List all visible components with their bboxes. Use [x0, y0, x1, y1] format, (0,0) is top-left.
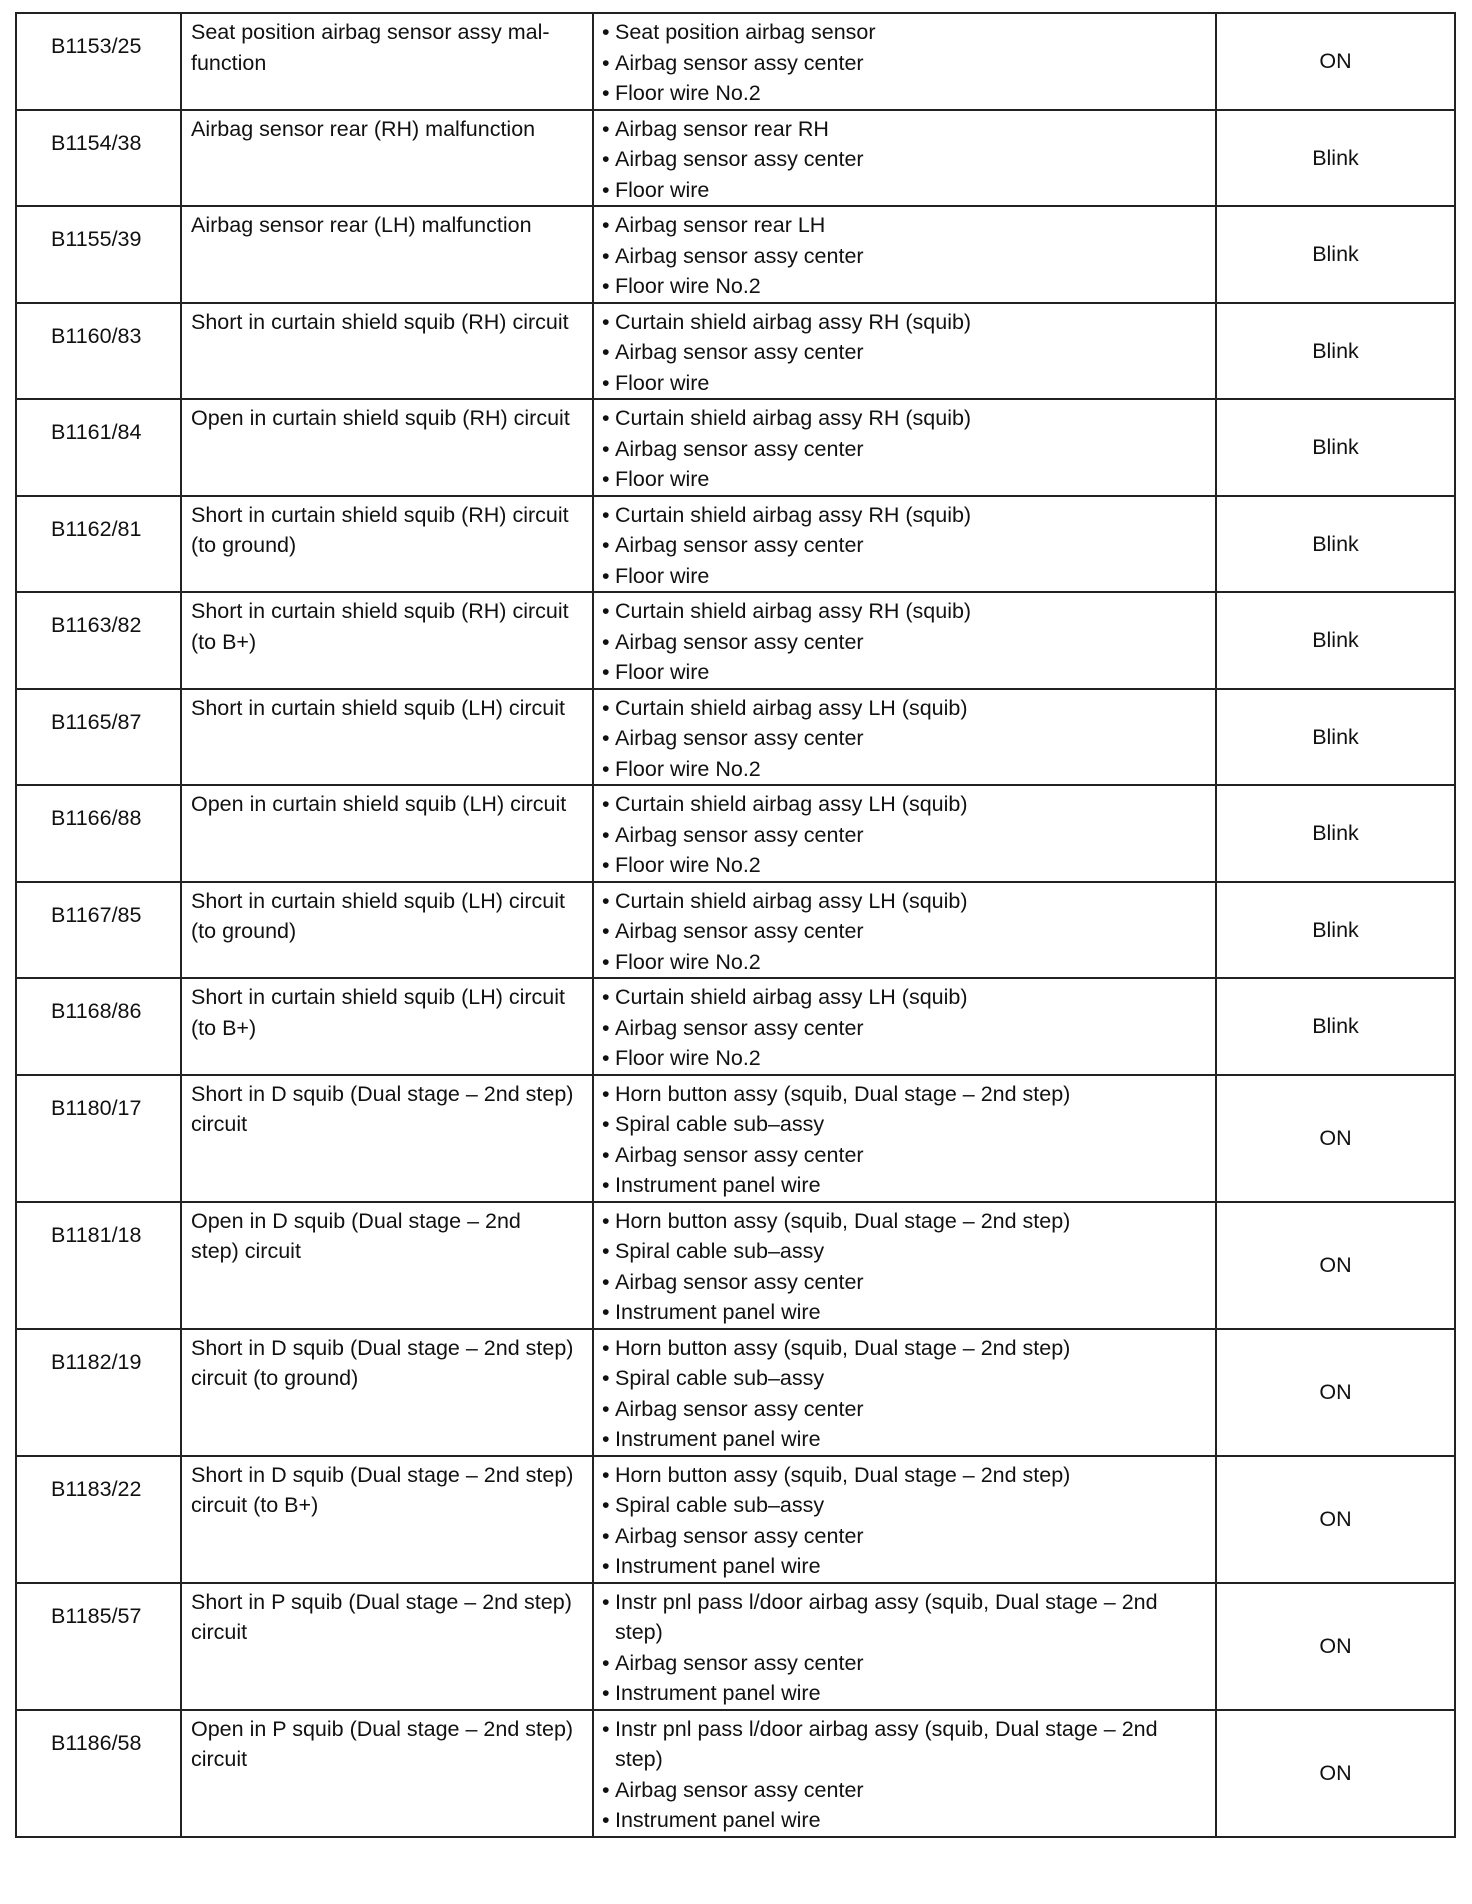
warning-light-cell: Blink: [1216, 978, 1455, 1075]
dtc-code-cell: B1166/88: [16, 785, 181, 882]
list-item: • Seat position airbag sensor: [602, 17, 1209, 48]
list-item: • Floor wire No.2: [602, 1043, 1209, 1074]
trouble-area-cell: [593, 689, 1216, 786]
trouble-area-cell: [593, 1202, 1216, 1329]
warning-light-cell: ON: [1216, 1202, 1455, 1329]
trouble-area-cell: [593, 1329, 1216, 1456]
warning-light-cell: Blink: [1216, 399, 1455, 496]
list-item: • Airbag sensor assy center: [602, 820, 1209, 851]
trouble-area-list: [602, 1206, 1209, 1328]
trouble-area-cell: [593, 882, 1216, 979]
trouble-area-cell: [593, 206, 1216, 303]
trouble-area-list: [602, 982, 1209, 1074]
trouble-area-list: [602, 1333, 1209, 1455]
list-item: • Instrument panel wire: [602, 1297, 1209, 1328]
list-item: • Horn button assy (squib, Dual stage – 2nd step): [602, 1079, 1209, 1110]
dtc-code-cell: B1155/39: [16, 206, 181, 303]
table-row: [16, 1710, 1455, 1837]
table-row: [16, 1329, 1455, 1456]
trouble-area-cell: [593, 785, 1216, 882]
detection-item-cell: [181, 1202, 593, 1329]
trouble-area-cell: [593, 110, 1216, 207]
dtc-code-cell: B1181/18: [16, 1202, 181, 1329]
table-row: [16, 978, 1455, 1075]
trouble-area-list: [602, 1587, 1209, 1709]
detection-item-text: Airbag sensor rear (LH) malfunction: [191, 213, 532, 237]
detection-item-text: Open in curtain shield squib (RH) circuit: [191, 406, 570, 430]
list-item: • Curtain shield airbag assy RH (squib): [602, 403, 1209, 434]
list-item: • Curtain shield airbag assy RH (squib): [602, 307, 1209, 338]
list-item: • Airbag sensor assy center: [602, 1394, 1209, 1425]
list-item: • Airbag sensor assy center: [602, 144, 1209, 175]
detection-item-cell: [181, 1329, 593, 1456]
table-row: [16, 496, 1455, 593]
table-row: [16, 13, 1455, 110]
dtc-code-cell: B1162/81: [16, 496, 181, 593]
trouble-area-list: [602, 403, 1209, 495]
list-item: • Floor wire No.2: [602, 754, 1209, 785]
detection-item-cell: [181, 785, 593, 882]
dtc-code-cell: B1168/86: [16, 978, 181, 1075]
detection-item-cell: [181, 1456, 593, 1583]
detection-item-cell: [181, 882, 593, 979]
detection-item-text: Short in D squib (Dual stage – 2nd step) circuit (to ground): [191, 1335, 574, 1390]
warning-light-cell: ON: [1216, 1583, 1455, 1710]
warning-light-cell: Blink: [1216, 303, 1455, 400]
list-item: • Curtain shield airbag assy RH (squib): [602, 596, 1209, 627]
detection-item-cell: [181, 303, 593, 400]
table-row: [16, 206, 1455, 303]
list-item: • Floor wire No.2: [602, 78, 1209, 109]
warning-light-cell: Blink: [1216, 496, 1455, 593]
list-item: • Spiral cable sub–assy: [602, 1363, 1209, 1394]
list-item: • Airbag sensor assy center: [602, 1521, 1209, 1552]
list-item: • Airbag sensor assy center: [602, 241, 1209, 272]
warning-light-cell: Blink: [1216, 882, 1455, 979]
detection-item-text: Open in D squib (Dual stage – 2nd step) circuit: [191, 1208, 521, 1263]
list-item: • Horn button assy (squib, Dual stage – 2nd step): [602, 1206, 1209, 1237]
table-row: [16, 1583, 1455, 1710]
trouble-area-cell: [593, 496, 1216, 593]
list-item: • Spiral cable sub–assy: [602, 1109, 1209, 1140]
trouble-area-cell: [593, 592, 1216, 689]
list-item: • Floor wire No.2: [602, 271, 1209, 302]
table-row: [16, 592, 1455, 689]
list-item: • Floor wire: [602, 464, 1209, 495]
detection-item-text: Short in curtain shield squib (RH) circuit: [191, 309, 569, 334]
detection-item-text: Short in curtain shield squib (LH) circuit (to ground): [191, 888, 566, 943]
trouble-area-list: [602, 307, 1209, 399]
table-row: [16, 689, 1455, 786]
trouble-area-cell: [593, 1583, 1216, 1710]
list-item: • Airbag sensor assy center: [602, 1648, 1209, 1679]
list-item: • Airbag sensor assy center: [602, 1140, 1209, 1171]
trouble-area-cell: [593, 1075, 1216, 1202]
detection-item-cell: [181, 206, 593, 303]
trouble-area-list: [602, 1714, 1209, 1836]
list-item: • Curtain shield airbag assy RH (squib): [602, 500, 1209, 531]
trouble-area-list: [602, 114, 1209, 206]
dtc-table-body: [16, 13, 1455, 1837]
warning-light-cell: Blink: [1216, 785, 1455, 882]
warning-light-cell: Blink: [1216, 689, 1455, 786]
trouble-area-list: [602, 500, 1209, 592]
list-item: • Airbag sensor assy center: [602, 1267, 1209, 1298]
list-item: • Airbag sensor assy center: [602, 627, 1209, 658]
table-row: [16, 785, 1455, 882]
table-row: [16, 1075, 1455, 1202]
table-row: [16, 882, 1455, 979]
list-item: • Airbag sensor assy center: [602, 48, 1209, 79]
dtc-code-cell: B1163/82: [16, 592, 181, 689]
warning-light-cell: ON: [1216, 1710, 1455, 1837]
trouble-area-cell: [593, 1710, 1216, 1837]
detection-item-text: Open in curtain shield squib (LH) circuit: [191, 792, 567, 816]
dtc-code-cell: B1186/58: [16, 1710, 181, 1837]
detection-item-text: Seat position airbag sensor assy mal- function: [191, 20, 550, 75]
detection-item-text: Short in D squib (Dual stage – 2nd step) circuit (to B+): [191, 1462, 574, 1517]
trouble-area-list: [602, 17, 1209, 109]
detection-item-text: Short in curtain shield squib (RH) circuit (to ground): [191, 502, 569, 557]
list-item: • Horn button assy (squib, Dual stage – 2nd step): [602, 1333, 1209, 1364]
detection-item-cell: [181, 399, 593, 496]
detection-item-cell: [181, 496, 593, 593]
detection-item-cell: [181, 592, 593, 689]
detection-item-cell: [181, 110, 593, 207]
trouble-area-list: [602, 596, 1209, 688]
list-item: • Floor wire: [602, 561, 1209, 592]
trouble-area-list: [602, 210, 1209, 302]
table-row: [16, 399, 1455, 496]
detection-item-text: Airbag sensor rear (RH) malfunction: [191, 116, 536, 141]
list-item: • Horn button assy (squib, Dual stage – 2nd step): [602, 1460, 1209, 1491]
list-item: • Airbag sensor assy center: [602, 1013, 1209, 1044]
list-item: • Curtain shield airbag assy LH (squib): [602, 886, 1209, 917]
warning-light-cell: Blink: [1216, 110, 1455, 207]
list-item: • Airbag sensor assy center: [602, 434, 1209, 465]
list-item: • Floor wire: [602, 175, 1209, 206]
dtc-code-cell: B1183/22: [16, 1456, 181, 1583]
list-item: • Instrument panel wire: [602, 1170, 1209, 1201]
dtc-code-cell: B1165/87: [16, 689, 181, 786]
detection-item-cell: [181, 1710, 593, 1837]
list-item: • Floor wire: [602, 657, 1209, 688]
list-item: • Curtain shield airbag assy LH (squib): [602, 982, 1209, 1013]
trouble-area-cell: [593, 399, 1216, 496]
table-row: [16, 1456, 1455, 1583]
dtc-code-cell: B1154/38: [16, 110, 181, 207]
detection-item-text: Short in curtain shield squib (LH) circuit: [191, 695, 566, 720]
list-item: • Spiral cable sub–assy: [602, 1490, 1209, 1521]
warning-light-cell: ON: [1216, 1329, 1455, 1456]
list-item: • Instrument panel wire: [602, 1678, 1209, 1709]
trouble-area-list: [602, 886, 1209, 978]
trouble-area-cell: [593, 303, 1216, 400]
warning-light-cell: ON: [1216, 1075, 1455, 1202]
detection-item-text: Short in P squib (Dual stage – 2nd step) circuit: [191, 1589, 572, 1644]
detection-item-cell: [181, 1075, 593, 1202]
list-item: • Airbag sensor assy center: [602, 337, 1209, 368]
warning-light-cell: Blink: [1216, 206, 1455, 303]
trouble-area-list: [602, 789, 1209, 881]
dtc-code-cell: B1153/25: [16, 13, 181, 110]
table-row: [16, 110, 1455, 207]
list-item: • Airbag sensor assy center: [602, 723, 1209, 754]
list-item: • Instr pnl pass l/door airbag assy (squib, Dual stage – 2nd step): [602, 1714, 1209, 1775]
list-item: • Floor wire: [602, 368, 1209, 399]
list-item: • Floor wire No.2: [602, 850, 1209, 881]
list-item: • Airbag sensor assy center: [602, 916, 1209, 947]
list-item: • Instrument panel wire: [602, 1424, 1209, 1455]
list-item: • Airbag sensor rear RH: [602, 114, 1209, 145]
list-item: • Airbag sensor rear LH: [602, 210, 1209, 241]
list-item: • Instr pnl pass l/door airbag assy (squib, Dual stage – 2nd step): [602, 1587, 1209, 1648]
table-row: [16, 303, 1455, 400]
list-item: • Floor wire No.2: [602, 947, 1209, 978]
list-item: • Curtain shield airbag assy LH (squib): [602, 693, 1209, 724]
trouble-area-cell: [593, 1456, 1216, 1583]
list-item: • Curtain shield airbag assy LH (squib): [602, 789, 1209, 820]
list-item: • Spiral cable sub–assy: [602, 1236, 1209, 1267]
list-item: • Airbag sensor assy center: [602, 1775, 1209, 1806]
detection-item-cell: [181, 689, 593, 786]
dtc-code-cell: B1167/85: [16, 882, 181, 979]
trouble-area-list: [602, 1079, 1209, 1201]
trouble-area-list: [602, 1460, 1209, 1582]
trouble-area-cell: [593, 978, 1216, 1075]
detection-item-cell: [181, 1583, 593, 1710]
dtc-code-cell: B1185/57: [16, 1583, 181, 1710]
detection-item-text: Short in D squib (Dual stage – 2nd step) circuit: [191, 1081, 574, 1136]
trouble-area-cell: [593, 13, 1216, 110]
list-item: • Instrument panel wire: [602, 1551, 1209, 1582]
dtc-code-cell: B1182/19: [16, 1329, 181, 1456]
detection-item-cell: [181, 13, 593, 110]
warning-light-cell: ON: [1216, 13, 1455, 110]
trouble-area-list: [602, 693, 1209, 785]
dtc-code-cell: B1161/84: [16, 399, 181, 496]
detection-item-text: Short in curtain shield squib (RH) circuit (to B+): [191, 599, 569, 654]
list-item: • Airbag sensor assy center: [602, 530, 1209, 561]
list-item: • Instrument panel wire: [602, 1805, 1209, 1836]
detection-item-text: Open in P squib (Dual stage – 2nd step) circuit: [191, 1716, 574, 1771]
warning-light-cell: Blink: [1216, 592, 1455, 689]
table-row: [16, 1202, 1455, 1329]
detection-item-text: Short in curtain shield squib (LH) circuit (to B+): [191, 985, 566, 1040]
warning-light-cell: ON: [1216, 1456, 1455, 1583]
dtc-code-cell: B1160/83: [16, 303, 181, 400]
detection-item-cell: [181, 978, 593, 1075]
dtc-table: [15, 12, 1456, 1838]
dtc-code-cell: B1180/17: [16, 1075, 181, 1202]
